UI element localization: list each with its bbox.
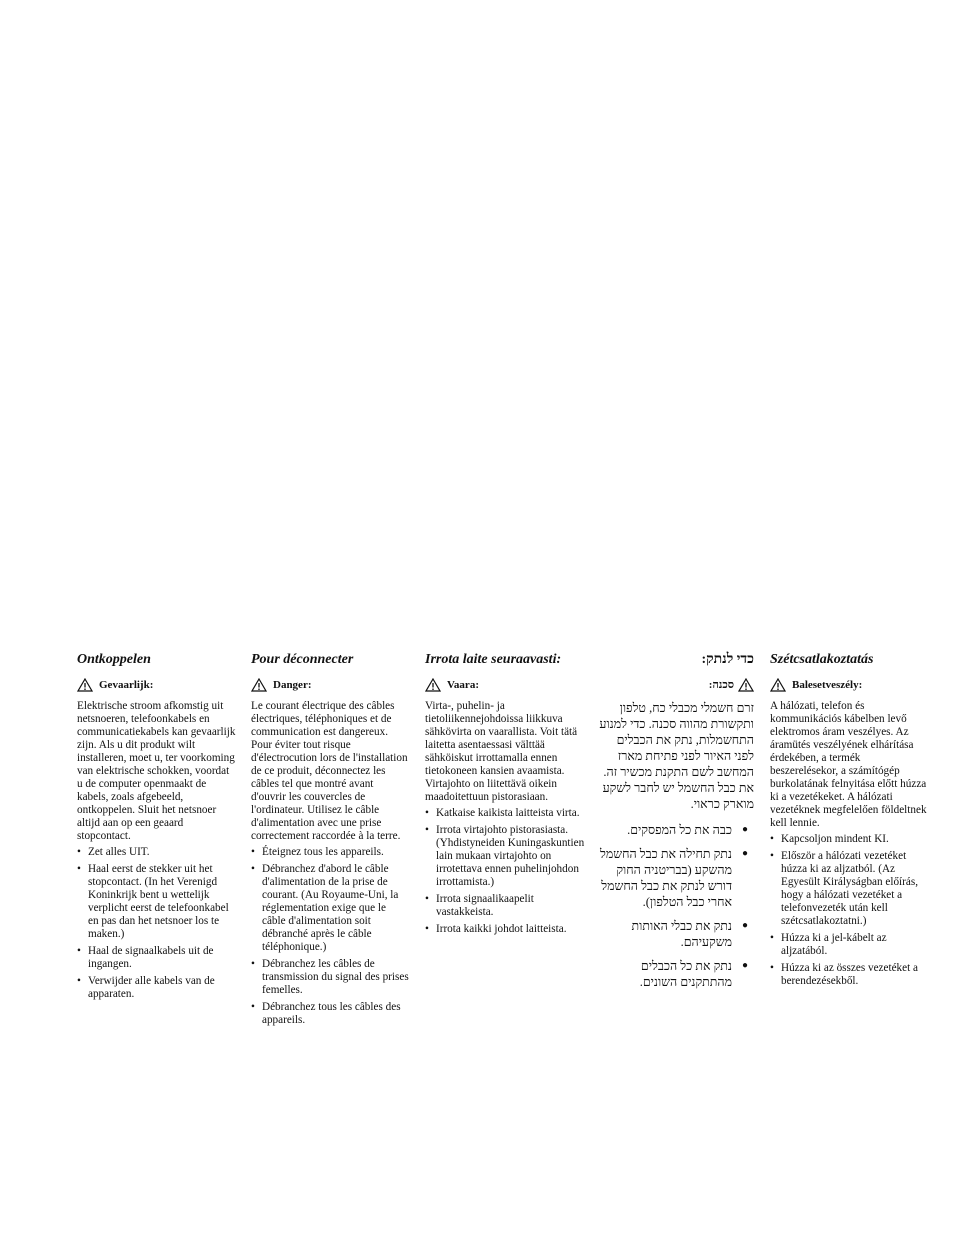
list-item: • Zet alles UIT. <box>77 846 237 859</box>
body-text: Elektrische stroom afkomstig uit netsnoeren, telefoonkabels en communicatiekabels kan gevaarlijk zijn. Als u dit produkt wilt installeren, moet u, ter voorkoming van elektrische schokken, voordat u de computer openmaakt de kabels, zoals afgebeeld, ontkoppelen. Sluit het netsnoer altijd aan op een geaard stopcontact. <box>77 700 236 842</box>
list-item: • Irrota signaalikaapelit vastakkeista. <box>425 893 585 919</box>
instruction-list <box>251 846 411 1027</box>
list-item: • Débranchez tous les câbles des appareils. <box>251 1001 411 1027</box>
list-item: • Débranchez d'abord le câble d'alimentation de la prise de courant. (Au Royaume-Uni, la réglementation exige que le câble d'alimentation soit débranché après le câble téléphonique.) <box>251 863 411 954</box>
list-item: • Éteignez tous les appareils. <box>251 846 411 859</box>
warning-triangle-icon <box>425 678 441 692</box>
instruction-list <box>598 822 754 990</box>
list-item: • Irrota virtajohto pistorasiasta. (Yhdistyneiden Kuningaskuntien lain mukaan virtajohto on irrotettava ennen puhelinjohdon irrottamista.) <box>425 824 585 889</box>
list-item: • Débranchez les câbles de transmission du signal des prises femelles. <box>251 958 411 997</box>
section-heading: Irrota laite seuraavasti: <box>425 652 562 667</box>
warning-text: סכנה: <box>708 679 734 691</box>
list-item: ● נתק תחילה את כבל החשמל מהשקע (בבריטניה החוק דורש לנתק את כבל החשמל אחרי כבל הטלפון). <box>598 846 754 910</box>
column-hungarian <box>770 651 930 992</box>
warning-text: Balesetveszély: <box>792 679 863 691</box>
instruction-list <box>770 833 930 988</box>
section-heading: Szétcsatlakoztatás <box>770 652 874 667</box>
body-text: Le courant électrique des câbles électriques, téléphoniques et de communication est dangereux. Pour éviter tout risque d'électrocution lors de l'installation de ce produit, déconnectez les câbles tel que montré avant d'ouvrir les couvercles de l'ordinateur. Utilisez le câble d'alimentation avec une prise correctement raccordée à la terre. <box>251 700 408 842</box>
column-french <box>251 651 411 1031</box>
warning-text: Danger: <box>273 679 312 691</box>
column-hebrew <box>598 651 754 998</box>
body-text: A hálózati, telefon és kommunikációs kábelben levő elektromos áram veszélyes. Az áramütés veszélyének elhárítása érdekében, a termék beszerelésekor, a számítógép burkolatának felnyitása előtt húzza ki a vezetékeket. A hálózati vezetéknek megfelelően földeltnek kell lennie. <box>770 700 927 829</box>
warning-triangle-icon <box>77 678 93 692</box>
warning-label <box>251 677 411 693</box>
warning-text: Gevaarlijk: <box>99 679 154 691</box>
instruction-list <box>425 807 585 936</box>
warning-label <box>77 677 237 693</box>
list-item: • Haal de signaalkabels uit de ingangen. <box>77 945 237 971</box>
warning-triangle-icon <box>770 678 786 692</box>
list-item: ● נתק את כבלי האותות משקעיהם. <box>598 918 754 950</box>
warning-triangle-icon <box>251 678 267 692</box>
list-item: • Kapcsoljon mindent KI. <box>770 833 930 846</box>
body-text: זרם חשמלי מכבלי כח, טלפון ותקשורת מהווה סכנה. כדי למנוע התחשמלות, נתק את הכבלים לפני האיור לפני פתיחת מארז המחשב לשם התקנת מכשיר זה. את כבל החשמל יש לחבר לשקע מוארק כראוי. <box>599 701 754 811</box>
column-dutch <box>77 651 237 1005</box>
list-item: • Húzza ki a jel-kábelt az aljzatából. <box>770 932 930 958</box>
list-item: • Először a hálózati vezetéket húzza ki az aljzatból. (Az Egyesült Királyságban előírás, hogy a hálózati vezetéket a telefonvezeték után kell szétcsatlakoztatni.) <box>770 850 930 928</box>
list-item: • Haal eerst de stekker uit het stopcontact. (In het Verenigd Koninkrijk bent u wettelijk verplicht eerst de telefoonkabel en pas dan het netsnoer los te maken.) <box>77 863 237 941</box>
instruction-list <box>77 846 237 1001</box>
list-item: • Katkaise kaikista laitteista virta. <box>425 807 585 820</box>
list-item: ● נתק את כל הכבלים מהתתקנים השונים. <box>598 958 754 990</box>
warning-text: Vaara: <box>447 679 479 691</box>
list-item: • Irrota kaikki johdot laitteista. <box>425 923 585 936</box>
section-heading: Ontkoppelen <box>77 652 151 667</box>
body-text: Virta-, puhelin- ja tietoliikennejohdoissa liikkuva sähkövirta on vaarallista. Voit tätä laitetta asentaessasi välttää sähköiskut irrottamalla ennen tietokoneen kansien avaamista. Virtajohto on liitettävä oikein maadoitettuun pistorasiaan. <box>425 700 578 803</box>
warning-label <box>770 677 930 693</box>
warning-label <box>598 677 754 693</box>
list-item: ● כבה את כל המפסקים. <box>598 822 754 838</box>
column-finnish <box>425 651 585 940</box>
section-heading: Pour déconnecter <box>251 652 354 667</box>
warning-triangle-icon <box>738 678 754 692</box>
list-item: • Verwijder alle kabels van de apparaten. <box>77 975 237 1001</box>
warning-label <box>425 677 585 693</box>
list-item: • Húzza ki az összes vezetéket a berendezésekből. <box>770 962 930 988</box>
section-heading: כדי לנתק: <box>701 652 754 667</box>
